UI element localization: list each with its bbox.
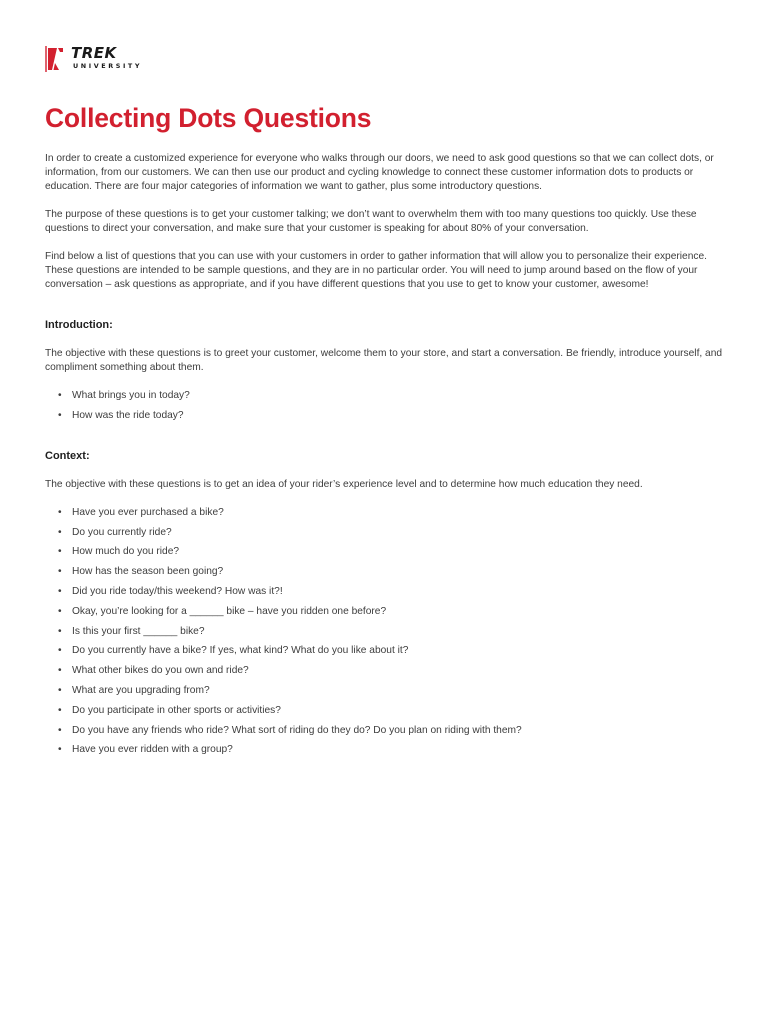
question-text: What brings you in today? <box>72 390 190 401</box>
bullet-icon: • <box>58 546 62 558</box>
question-text: Have you ever purchased a bike? <box>72 506 224 518</box>
question-item <box>45 409 725 423</box>
question-item <box>45 684 725 698</box>
bullet-icon: • <box>58 566 62 578</box>
question-item <box>45 625 725 639</box>
question-text: What other bikes do you own and ride? <box>72 665 249 677</box>
logo-brand-text: TREK <box>71 44 117 62</box>
trek-university-logo <box>45 45 160 73</box>
question-list <box>45 506 725 758</box>
logo-sub-text: UNIVERSITY <box>73 62 143 70</box>
bullet-icon: • <box>58 665 62 677</box>
bullet-icon: • <box>58 625 62 637</box>
question-text: Have you ever ridden with a group? <box>72 744 233 756</box>
bullet-icon: • <box>58 684 62 696</box>
question-item <box>45 644 725 658</box>
question-text: Do you currently ride? <box>72 526 172 538</box>
bullet-icon: • <box>58 526 62 538</box>
bullet-icon: • <box>58 585 62 597</box>
question-text: How much do you ride? <box>72 546 180 558</box>
question-text: What are you upgrading from? <box>72 684 210 696</box>
bullet-icon: • <box>58 506 62 518</box>
question-item <box>45 664 725 678</box>
question-text: Did you ride today/this weekend? How was it?! <box>72 585 283 597</box>
question-text: Do you have any friends who ride? What sort of riding do they do? Do you plan on riding with them? <box>72 724 522 736</box>
question-item <box>45 506 725 520</box>
question-item <box>45 743 725 757</box>
question-text: Okay, you’re looking for a ______ bike – have you ridden one before? <box>72 605 387 617</box>
intro-paragraph-2: The purpose of these questions is to get your customer talking; we don’t want to overwhelm them with too many questions too quickly. Use these questions to direct your conversation, and make sure that your customer is speaking for about 80% of your conversation. <box>45 209 697 234</box>
question-item <box>45 605 725 619</box>
question-text: Do you participate in other sports or activities? <box>72 704 281 716</box>
bullet-icon: • <box>58 409 62 421</box>
question-list <box>45 389 725 423</box>
bullet-icon: • <box>58 605 62 617</box>
question-text: How has the season been going? <box>72 566 224 578</box>
section-heading: Context: <box>45 449 90 462</box>
intro-paragraph-1: In order to create a customized experience for everyone who walks through our doors, we need to ask good questions so that we can collect dots, or information, from our customers. We can then use our product and cycling knowledge to connect these customer information dots to products or education. There are four major categories of information we want to gather, plus some introductory questions. <box>45 153 714 192</box>
question-item <box>45 565 725 579</box>
question-text: Is this your first ______ bike? <box>72 625 205 637</box>
question-item <box>45 526 725 540</box>
question-item <box>45 585 725 599</box>
question-text: Do you currently have a bike? If yes, what kind? What do you like about it? <box>72 645 409 657</box>
bullet-icon: • <box>58 390 62 401</box>
question-sections <box>45 318 725 757</box>
document-body <box>45 152 725 763</box>
bullet-icon: • <box>58 744 62 756</box>
question-item <box>45 389 725 403</box>
intro-paragraph-3: Find below a list of questions that you can use with your customers in order to gather information that will allow you to personalize their experience. These questions are intended to be sample questions, and they are in no particular order. You will need to jump around based on the flow of your conversation – ask questions as appropriate, and if you have different questions that you use to get to know your customer, awesome! <box>45 251 707 290</box>
page-title: Collecting Dots Questions <box>45 103 372 133</box>
bullet-icon: • <box>58 704 62 716</box>
question-text: How was the ride today? <box>72 409 184 421</box>
section-description: The objective with these questions is to greet your customer, welcome them to your store, and start a conversation. Be friendly, introduce yourself, and compliment something about them. <box>45 348 723 373</box>
question-item <box>45 704 725 718</box>
bullet-icon: • <box>58 645 62 657</box>
question-item <box>45 545 725 559</box>
section-description: The objective with these questions is to get an idea of your rider’s experience level and to determine how much education they need. <box>45 478 643 490</box>
section-heading: Introduction: <box>45 319 113 331</box>
bullet-icon: • <box>58 724 62 736</box>
trek-logo-mark-icon <box>45 45 65 73</box>
question-item <box>45 724 725 738</box>
